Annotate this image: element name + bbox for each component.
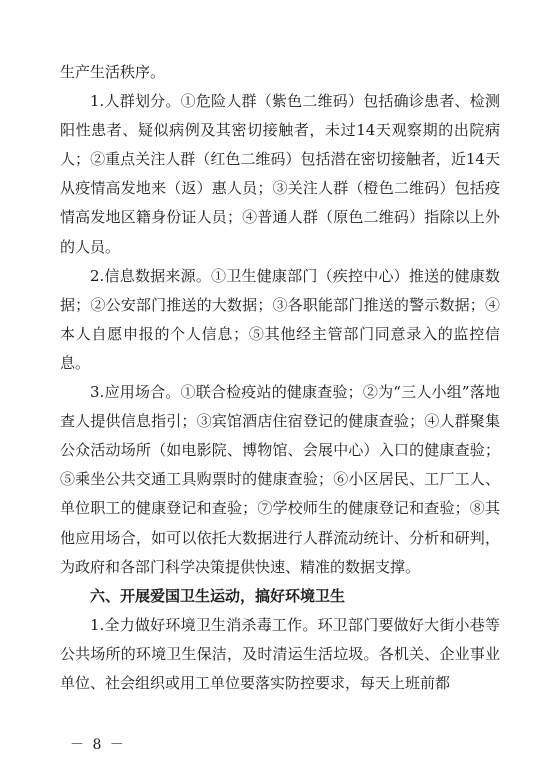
- document-body: [60, 58, 500, 698]
- paragraph-continuation: 生产生活秩序。: [60, 63, 166, 81]
- paragraph-data-sources: 2.信息数据来源。①卫生健康部门（疾控中心）推送的健康数据；②公安部门推送的大数据；③各职能部门推送的警示数据；④本人自愿申报的个人信息；⑤其他经主管部门同意录入的监控信息。: [60, 266, 500, 372]
- paragraph-application-scenarios: 3.应用场合。①联合检疫站的健康查验；②为“三人小组”落地查人提供信息指引；③宾馆酒店住宿登记的健康查验；④人群聚集公众活动场所（如电影院、博物馆、会展中心）入口的健康查验；⑤乘坐公共交通工具购票时的健康查验；⑥小区居民、工厂工人、单位职工的健康登记和查验；⑦学校师生的健康登记和查验；⑧其他应用场合，如可以依托大数据进行人群流动统计、分析和研判，为政府和各部门科学决策提供快速、精准的数据支撑。: [60, 383, 500, 576]
- page-number: － 8 －: [70, 737, 126, 753]
- paragraph-environmental-sanitation: 1.全力做好环境卫生消杀毒工作。环卫部门要做好大街小巷等公共场所的环境卫生保洁，及时清运生活垃圾。各机关、企业事业单位、社会组织或用工单位要落实防控要求，每天上班前都: [60, 615, 500, 692]
- paragraph-crowd-classification: 1.人群划分。①危险人群（紫色二维码）包括确诊患者、检测阳性患者、疑似病例及其密切接触者，未过14天观察期的出院病人；②重点关注人群（红色二维码）包括潜在密切接触者，近14天从疫情高发地来（返）惠人员；③关注人群（橙色二维码）包括疫情高发地区籍身份证人员；④普通人群（原色二维码）指除以上外的人员。: [60, 92, 500, 256]
- section-heading: 六、开展爱国卫生运动，搞好环境卫生: [90, 586, 346, 605]
